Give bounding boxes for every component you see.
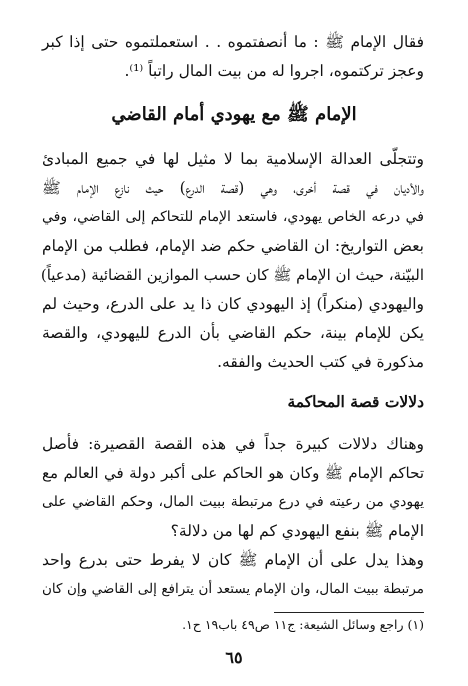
paragraph-line: تحاكم الإمام ﷺ وكان هو الحاكم على أكبر دولة في العالم مع [42, 464, 424, 482]
paragraph-line: وهذا يدل على أن الإمام ﷺ كان لا يفرط حتى بدرع واحد [42, 551, 424, 569]
paragraph-line: مرتبطة ببيت المال، وان الإمام يستعد أن يترافع إلى القاضي وإن كان [42, 581, 424, 597]
section-heading: دلالات قصة المحاكمة [287, 392, 424, 411]
paragraph-line: يكن للإمام بينة، حكم القاضي بأن الدرع لليهودي، والقصة [42, 324, 424, 342]
paragraph-line: بعض التواريخ: ان القاضي حكم ضد الإمام، فطلب من الإمام [42, 237, 424, 255]
footnote: (١) راجع وسائل الشيعة: ج١١ ص٤٩ باب١٩ ح١. [182, 617, 424, 632]
footnote-divider [274, 612, 424, 613]
section-heading: الإمام ﷺ مع يهودي أمام القاضي [111, 104, 357, 125]
paragraph-line: يهودي من رعيته في درع مرتبطة ببيت المال، وحكم القاضي على [42, 494, 424, 510]
paragraph-line: والأديان في قصة أخرى، وهي (قصة الدرع) حيث نازع الإمام ﷺ [42, 179, 424, 197]
page-number: ٦٥ [225, 648, 243, 667]
paragraph-line: وتتجلّى العدالة الإسلامية بما لا مثيل لها في جميع المبادئ [42, 150, 424, 168]
paragraph-line: واليهودي (منكراً) إذ اليهودي كان ذا يد على الدرع، وحيث لم [42, 295, 424, 313]
paragraph-line: وعجز تركتموه، اجروا له من بيت المال راتباً ⁽¹⁾. [124, 62, 424, 80]
paragraph-line: مذكورة في كتب الحديث والفقه. [217, 353, 424, 371]
paragraph-line: البيّنة، حيث ان الإمام ﷺ كان حسب الموازين القضائية (مدعياً) [40, 266, 424, 284]
paragraph-line: وهناك دلالات كبيرة جداً في هذه القصة القصيرة: فأصل [42, 435, 424, 453]
paragraph-line: فقال الإمام ﷺ : ما أنصفتموه . . استعملتموه حتى إذا كبر [42, 33, 424, 51]
paragraph-line: في درعه الخاص يهودي، فاستعد الإمام للتحاكم إلى القاضي، وفي [42, 209, 424, 225]
paragraph-line: الإمام ﷺ بنفع اليهودي كم لها من دلالة؟ [170, 522, 424, 540]
